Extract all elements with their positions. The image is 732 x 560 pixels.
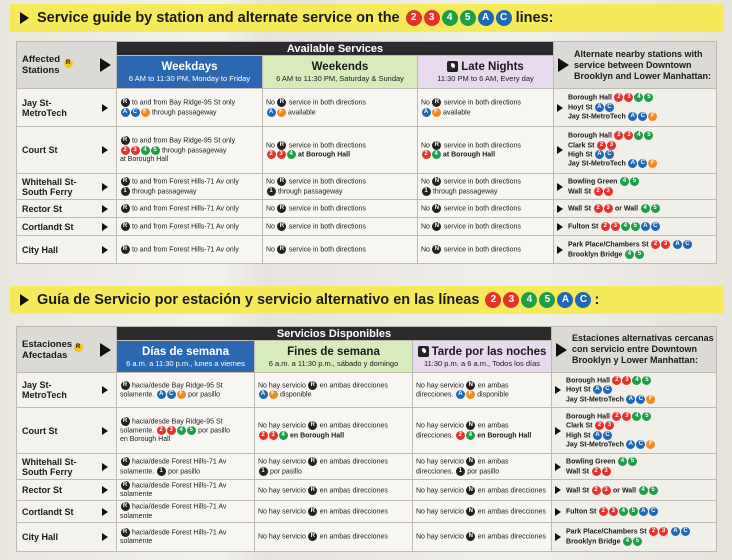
right-arrow-icon (102, 183, 108, 191)
affected-stations-header (17, 327, 117, 373)
moon-icon (447, 61, 458, 72)
table-row (17, 480, 717, 501)
line-c-bullet: C (496, 10, 512, 26)
table-row (17, 522, 717, 551)
alternate-stations-header (552, 327, 717, 373)
station-name: City Hall (17, 236, 117, 264)
right-arrow-icon (555, 386, 561, 394)
alternate-stations: Fulton St 2 3 4 5 A C (554, 218, 717, 236)
alternate-stations-header (554, 42, 717, 89)
late-night-service: No hay servicio N en ambas direcciones. A F disponible (413, 373, 552, 408)
late-night-service: No hay servicio N en ambas direcciones. 1 por pasillo (413, 454, 552, 480)
station-name: Rector St (17, 200, 117, 218)
weekend-service: No hay servicio R en ambas direcciones 1 por pasillo (255, 454, 413, 480)
weekdays-header (117, 341, 255, 373)
table-row (17, 236, 717, 264)
banner-line-bullets (484, 292, 592, 308)
line-a-bullet: A (478, 10, 494, 26)
weekdays-title: Días de semana (142, 345, 229, 358)
alternate-stations: Wall St 2 3 or Wall 4 5 (552, 480, 717, 501)
weekday-service: R hacia/desde Forest Hills-71 Av solamente (117, 522, 255, 551)
weekday-service: R to and from Forest Hills-71 Av only (117, 236, 263, 264)
right-arrow-icon (100, 343, 111, 357)
right-arrow-icon (102, 205, 108, 213)
right-arrow-icon (557, 246, 563, 254)
weekend-service: No R service in both directions A F available (263, 89, 418, 127)
line-5-bullet: 5 (539, 292, 555, 308)
line-3-bullet: 3 (503, 292, 519, 308)
weekend-service: No hay servicio R en ambas direcciones (255, 480, 413, 501)
right-arrow-icon (100, 58, 111, 72)
available-services-header: Servicios Disponibles (117, 327, 552, 341)
station-name: Cortlandt St (17, 218, 117, 236)
weekend-service: No hay servicio R en ambas direcciones A F disponible (255, 373, 413, 408)
late-nights-header (418, 56, 554, 89)
table-row (17, 127, 717, 174)
table-row (17, 501, 717, 522)
table-row (17, 408, 717, 454)
late-night-service: No N service in both directions (418, 218, 554, 236)
table-row (17, 200, 717, 218)
line-2-bullet: 2 (485, 292, 501, 308)
banner-suffix: : (594, 292, 600, 308)
table-row (17, 454, 717, 480)
weekdays-title: Weekdays (161, 61, 218, 73)
late-night-service: No hay servicio N en ambas direcciones (413, 480, 552, 501)
weekday-service: R to and from Bay Ridge-95 St only 2 3 4 5 through passageway at Borough Hall (117, 127, 263, 174)
right-arrow-icon (557, 183, 563, 191)
weekday-service: R hacia/desde Forest Hills-71 Av solamente (117, 501, 255, 522)
weekdays-hours: 6 a.m. a 11:30 p.m., lunes a viernes (126, 358, 245, 368)
weekends-title: Weekends (311, 61, 369, 73)
affected-stations-header (17, 42, 117, 89)
triangle-arrow-icon (20, 294, 29, 306)
weekend-service: No R service in both directions (263, 200, 418, 218)
weekends-hours: 6 a.m. a 11:30 p.m., sábado y domingo (268, 358, 399, 368)
station-name: Jay St-MetroTech (17, 373, 117, 408)
right-arrow-icon (555, 427, 561, 435)
right-arrow-icon (102, 104, 108, 112)
right-arrow-icon (555, 508, 561, 516)
weekend-service: No hay servicio R en ambas direcciones (255, 501, 413, 522)
weekday-service: R hacia/desde Bay Ridge-95 St solamente. A C F por pasillo (117, 373, 255, 408)
alternate-stations: Bowling Green 4 5 Wall St 2 3 (552, 454, 717, 480)
english-banner (10, 4, 724, 32)
right-arrow-icon (557, 104, 563, 112)
weekend-service: No R service in both directions 1 through passageway (263, 174, 418, 200)
spanish-service-table (16, 326, 717, 552)
line-r-bullet: R (74, 343, 83, 352)
right-arrow-icon (102, 427, 108, 435)
alternate-stations: Borough Hall 2 3 4 5 Hoyt St A C Jay St-MetroTech A C F (554, 89, 717, 127)
weekdays-hours: 6 AM to 11:30 PM, Monday to Friday (128, 74, 251, 83)
alternate-stations: Park Place/Chambers St 2 3 A C Brooklyn Bridge 4 5 (554, 236, 717, 264)
moon-icon (418, 346, 429, 357)
right-arrow-icon (102, 508, 108, 516)
right-arrow-icon (557, 146, 563, 154)
late-nights-hours: 11:30 PM to 6 AM, Every day (437, 74, 534, 83)
right-arrow-icon (557, 223, 563, 231)
weekday-service: R hacia/desde Forest Hills-71 Av solamente (117, 480, 255, 501)
late-night-service: No N service in both directions 1 through passageway (418, 174, 554, 200)
line-4-bullet: 4 (521, 292, 537, 308)
banner-suffix: lines: (515, 10, 554, 26)
alternate-stations: Fulton St 2 3 4 5 A C (552, 501, 717, 522)
late-night-service: No hay servicio N en ambas direcciones (413, 522, 552, 551)
line-r-bullet: R (64, 59, 73, 68)
weekend-service: No R service in both directions (263, 236, 418, 264)
alternate-stations-label: Estaciones alternativas cercanas con servicio entre Downtown Brooklyn y Lower Manhattan: (572, 333, 714, 365)
station-name: Whitehall St-South Ferry (17, 174, 117, 200)
station-name: Court St (17, 408, 117, 454)
weekday-service: R to and from Bay Ridge-95 St only A C F through passageway (117, 89, 263, 127)
banner-title: Service guide by station and alternate service on the (37, 10, 400, 26)
line-5-bullet: 5 (460, 10, 476, 26)
right-arrow-icon (555, 486, 561, 494)
weekday-service: R to and from Forest Hills-71 Av only (117, 200, 263, 218)
alternate-stations: Borough Hall 2 3 4 5 Hoyt St A C Jay St-MetroTech A C F (552, 373, 717, 408)
right-arrow-icon (555, 463, 561, 471)
banner-title: Guía de Servicio por estación y servicio alternativo en las líneas (37, 292, 480, 308)
station-name: Cortlandt St (17, 501, 117, 522)
right-arrow-icon (558, 58, 569, 72)
late-night-service: No N service in both directions (418, 236, 554, 264)
affected-stations-label: Estaciones Afectadas (22, 338, 73, 361)
line-3-bullet: 3 (424, 10, 440, 26)
table-row (17, 218, 717, 236)
alternate-stations-label: Alternate nearby stations with service between Downtown Brooklyn and Lower Manhattan: (574, 48, 712, 81)
weekend-service: No R service in both directions (263, 218, 418, 236)
available-services-header: Available Services (117, 42, 554, 56)
weekends-title: Fines de semana (287, 345, 380, 358)
weekend-service: No hay servicio R en ambas direcciones 2 3 4 en Borough Hall (255, 408, 413, 454)
late-night-service: No R service in both directions A F available (418, 89, 554, 127)
english-service-table (16, 41, 717, 264)
alternate-stations: Borough Hall 2 3 4 5 Clark St 2 3 High St A C Jay St-MetroTech A C F (552, 408, 717, 454)
affected-stations-label: Affected Stations (22, 54, 61, 76)
line-c-bullet: C (575, 292, 591, 308)
alternate-stations: Wall St 2 3 or Wall 4 5 (554, 200, 717, 218)
station-name: Rector St (17, 480, 117, 501)
weekends-header (255, 341, 413, 373)
late-nights-header (413, 341, 552, 373)
right-arrow-icon (555, 533, 561, 541)
line-2-bullet: 2 (406, 10, 422, 26)
line-4-bullet: 4 (442, 10, 458, 26)
alternate-stations: Bowling Green 4 5 Wall St 2 3 (554, 174, 717, 200)
right-arrow-icon (102, 246, 108, 254)
weekends-header (263, 56, 418, 89)
right-arrow-icon (102, 386, 108, 394)
spanish-banner (10, 286, 724, 314)
weekday-service: R hacia/desde Bay Ridge-95 St solamente. 2 3 4 5 por pasillo en Borough Hall (117, 408, 255, 454)
banner-line-bullets (405, 10, 513, 26)
weekdays-header (117, 56, 263, 89)
station-name: Jay St-MetroTech (17, 89, 117, 127)
alternate-stations: Park Place/Chambers St 2 3 A C Brooklyn Bridge 4 5 (552, 522, 717, 551)
late-night-service: No N service in both directions (418, 200, 554, 218)
right-arrow-icon (102, 223, 108, 231)
late-night-service: No hay servicio N en ambas direcciones (413, 501, 552, 522)
right-arrow-icon (102, 146, 108, 154)
table-row (17, 373, 717, 408)
triangle-arrow-icon (20, 12, 29, 24)
weekend-service: No hay servicio R en ambas direcciones (255, 522, 413, 551)
table-row (17, 89, 717, 127)
weekday-service: R hacia/desde Forest Hills-71 Av solamente. 1 por pasillo (117, 454, 255, 480)
right-arrow-icon (556, 343, 567, 357)
table-row (17, 174, 717, 200)
line-a-bullet: A (557, 292, 573, 308)
late-nights-title: Tarde por las noches (431, 345, 547, 358)
alternate-stations: Borough Hall 2 3 4 5 Clark St 2 3 High St A C Jay St-MetroTech A C F (554, 127, 717, 174)
late-nights-hours: 11:30 p.m. a 6 a.m., Todos los días (423, 358, 541, 368)
weekday-service: R to and from Forest Hills-71 Av only (117, 218, 263, 236)
station-name: Court St (17, 127, 117, 174)
right-arrow-icon (102, 533, 108, 541)
right-arrow-icon (102, 486, 108, 494)
weekday-service: R to and from Forest Hills-71 Av only 1 through passageway (117, 174, 263, 200)
weekends-hours: 6 AM to 11:30 PM, Saturday & Sunday (276, 74, 404, 83)
late-night-service: No R service in both directions 2 4 at Borough Hall (418, 127, 554, 174)
station-name: City Hall (17, 522, 117, 551)
station-name: Whitehall St-South Ferry (17, 454, 117, 480)
right-arrow-icon (557, 205, 563, 213)
late-nights-title: Late Nights (461, 61, 524, 73)
weekend-service: No R service in both directions 2 3 4 at Borough Hall (263, 127, 418, 174)
right-arrow-icon (102, 463, 108, 471)
late-night-service: No hay servicio N en ambas direcciones. 2 4 en Borough Hall (413, 408, 552, 454)
